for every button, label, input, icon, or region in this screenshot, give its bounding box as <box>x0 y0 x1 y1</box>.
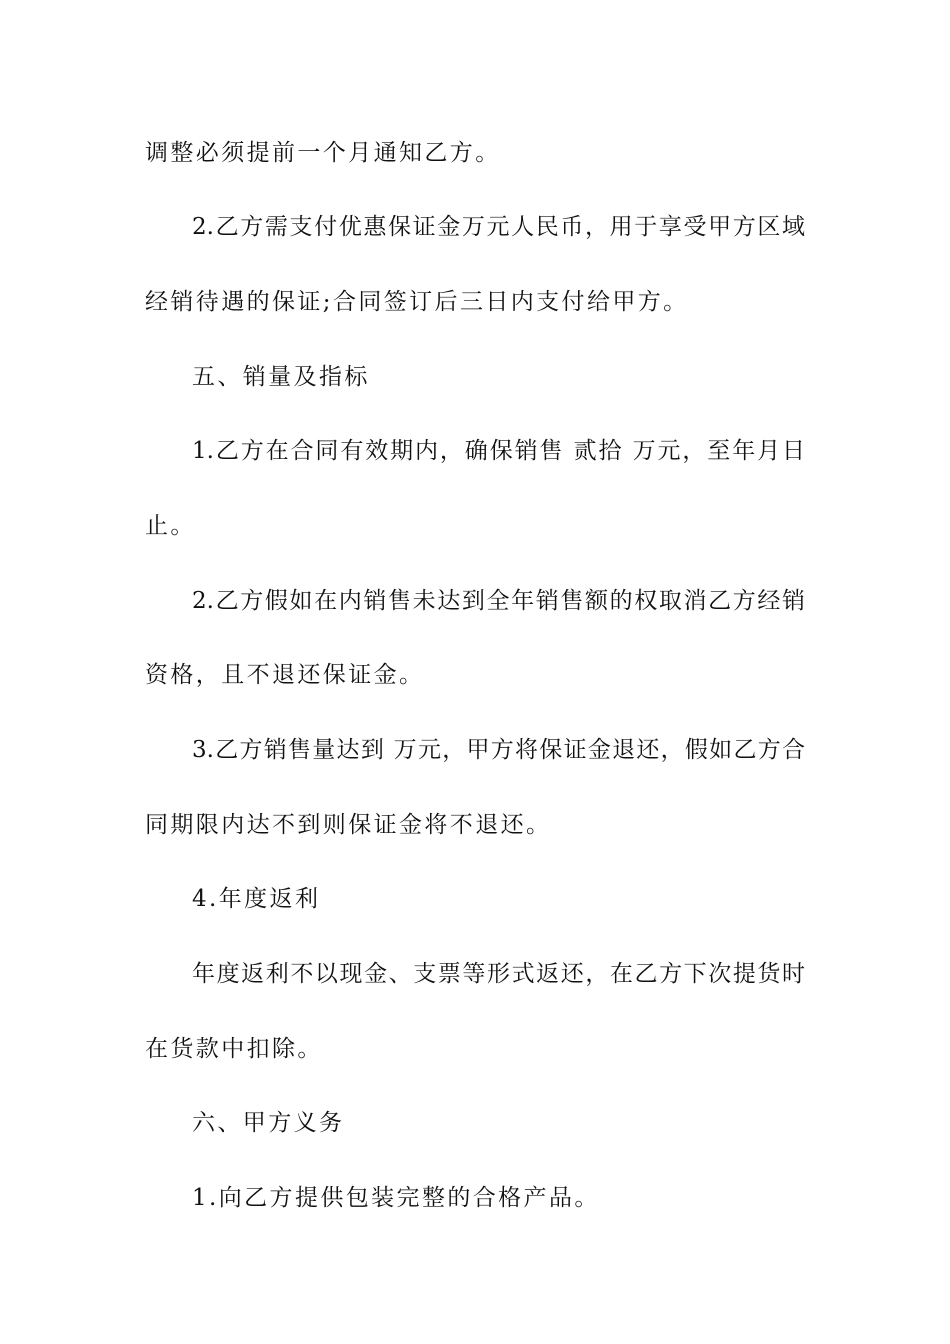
text-line-3: 经销待遇的保证;合同签订后三日内支付给甲方。 <box>145 289 689 315</box>
text-line-15: 1.向乙方提供包装完整的合格产品。 <box>192 1185 600 1211</box>
subheading-annual-rebate: 4.年度返利 <box>192 886 321 912</box>
text-line-9: 3.乙方销售量达到 万元，甲方将保证金退还，假如乙方合 <box>192 737 805 763</box>
text-line-10: 同期限内达不到则保证金将不退还。 <box>145 812 552 838</box>
text-line-2: 2.乙方需支付优惠保证金万元人民币，用于享受甲方区域 <box>192 214 805 240</box>
text-line-8: 资格，且不退还保证金。 <box>145 662 425 688</box>
text-line-13: 在货款中扣除。 <box>145 1036 323 1062</box>
text-line-5: 1.乙方在合同有效期内，确保销售 贰拾 万元，至年月日 <box>192 438 805 464</box>
section-heading-6: 六、甲方义务 <box>192 1110 345 1136</box>
text-line-12: 年度返利不以现金、支票等形式返还，在乙方下次提货时 <box>192 961 805 987</box>
text-line-6: 止。 <box>145 513 196 539</box>
section-heading-5: 五、销量及指标 <box>192 364 370 390</box>
text-line-1: 调整必须提前一个月通知乙方。 <box>145 140 501 166</box>
text-line-7: 2.乙方假如在内销售未达到全年销售额的权取消乙方经销 <box>192 588 805 614</box>
